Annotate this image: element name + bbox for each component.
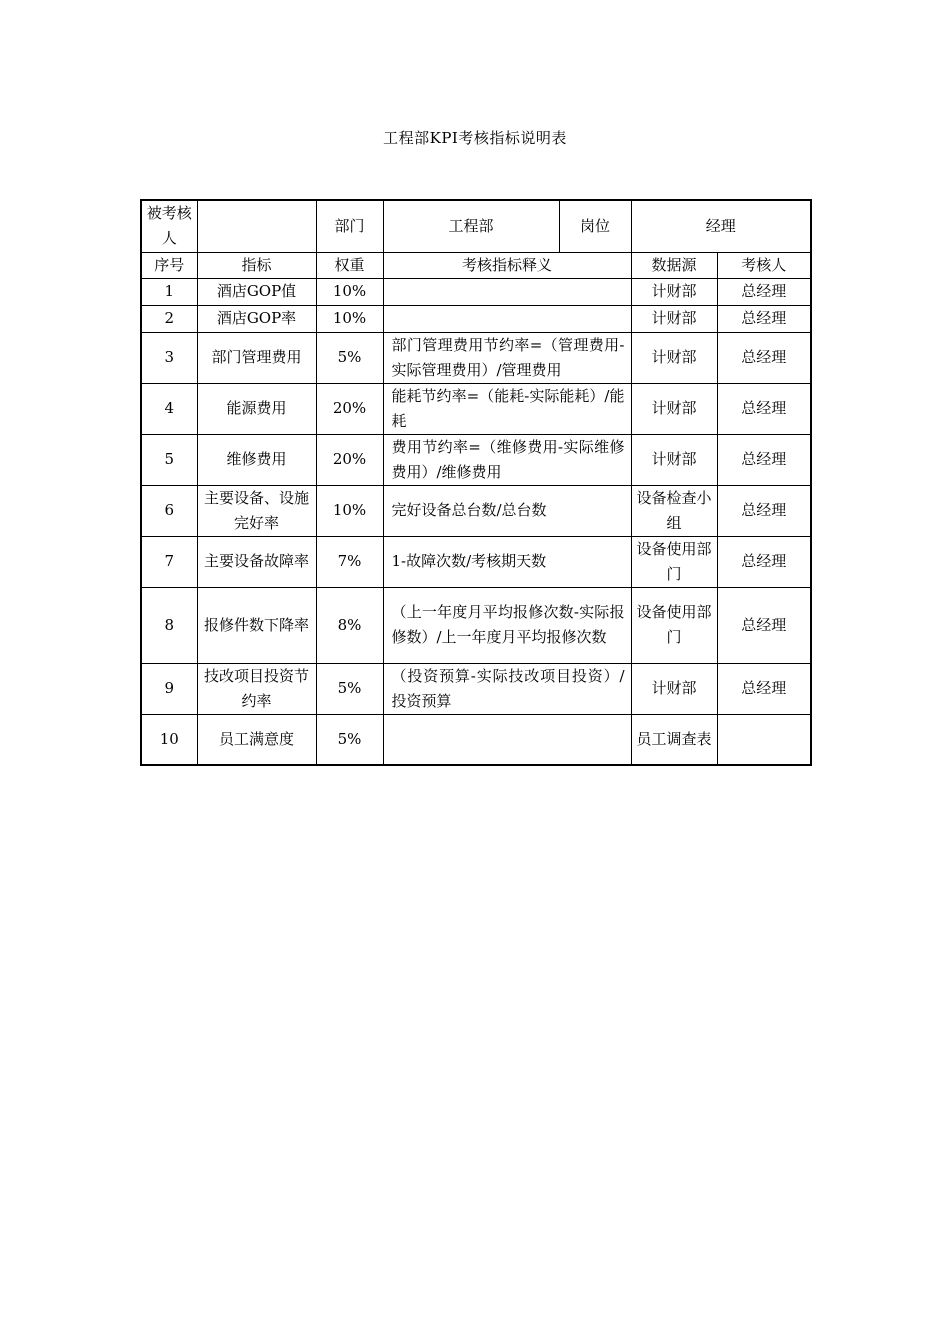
table-row <box>141 587 811 663</box>
row-source: 计财部 <box>631 332 717 383</box>
examinee-label: 被考核人 <box>141 200 197 252</box>
header-info-row <box>141 200 811 252</box>
row-indicator: 报修件数下降率 <box>197 587 316 663</box>
row-no: 10 <box>141 714 197 765</box>
row-source: 设备检查小组 <box>631 485 717 536</box>
row-assessor: 总经理 <box>717 663 811 714</box>
row-weight: 5% <box>316 332 383 383</box>
row-no: 2 <box>141 305 197 332</box>
post-value: 经理 <box>631 200 811 252</box>
document-title: 工程部KPI考核指标说明表 <box>383 129 567 147</box>
row-weight: 8% <box>316 587 383 663</box>
table-row <box>141 305 811 332</box>
row-weight: 5% <box>316 663 383 714</box>
table-row <box>141 332 811 383</box>
row-source: 计财部 <box>631 383 717 434</box>
row-no: 8 <box>141 587 197 663</box>
row-assessor: 总经理 <box>717 536 811 587</box>
row-assessor: 总经理 <box>717 278 811 305</box>
row-indicator: 维修费用 <box>197 434 316 485</box>
dept-value: 工程部 <box>383 200 559 252</box>
col-header-explanation: 考核指标释义 <box>383 252 631 278</box>
row-weight: 5% <box>316 714 383 765</box>
row-explanation: 完好设备总台数/总台数 <box>383 485 631 536</box>
row-explanation: 能耗节约率=（能耗-实际能耗）/能耗 <box>383 383 631 434</box>
row-no: 6 <box>141 485 197 536</box>
col-header-assessor: 考核人 <box>717 252 811 278</box>
row-source: 设备使用部门 <box>631 587 717 663</box>
row-indicator: 员工满意度 <box>197 714 316 765</box>
row-no: 3 <box>141 332 197 383</box>
row-explanation: 1-故障次数/考核期天数 <box>383 536 631 587</box>
table-row <box>141 434 811 485</box>
row-weight: 10% <box>316 305 383 332</box>
col-header-source: 数据源 <box>631 252 717 278</box>
dept-label: 部门 <box>316 200 383 252</box>
col-header-weight: 权重 <box>316 252 383 278</box>
row-no: 9 <box>141 663 197 714</box>
row-assessor: 总经理 <box>717 485 811 536</box>
row-source: 计财部 <box>631 278 717 305</box>
table-row <box>141 383 811 434</box>
table-row <box>141 714 811 765</box>
row-assessor: 总经理 <box>717 587 811 663</box>
examinee-value <box>197 200 316 252</box>
table-row <box>141 663 811 714</box>
row-indicator: 主要设备、设施完好率 <box>197 485 316 536</box>
row-source: 员工调查表 <box>631 714 717 765</box>
row-weight: 20% <box>316 434 383 485</box>
row-indicator: 主要设备故障率 <box>197 536 316 587</box>
row-indicator: 能源费用 <box>197 383 316 434</box>
row-source: 设备使用部门 <box>631 536 717 587</box>
col-header-indicator: 指标 <box>197 252 316 278</box>
row-weight: 7% <box>316 536 383 587</box>
row-indicator: 部门管理费用 <box>197 332 316 383</box>
row-source: 计财部 <box>631 434 717 485</box>
row-explanation <box>383 305 631 332</box>
row-source: 计财部 <box>631 663 717 714</box>
row-no: 7 <box>141 536 197 587</box>
row-explanation: （投资预算-实际技改项目投资）/投资预算 <box>383 663 631 714</box>
row-assessor: 总经理 <box>717 305 811 332</box>
row-explanation: （上一年度月平均报修次数-实际报修数）/上一年度月平均报修次数 <box>383 587 631 663</box>
column-header-row <box>141 252 811 278</box>
row-weight: 10% <box>316 278 383 305</box>
row-explanation <box>383 714 631 765</box>
row-indicator: 技改项目投资节约率 <box>197 663 316 714</box>
row-no: 5 <box>141 434 197 485</box>
row-assessor: 总经理 <box>717 434 811 485</box>
row-assessor: 总经理 <box>717 383 811 434</box>
row-assessor: 总经理 <box>717 332 811 383</box>
row-no: 4 <box>141 383 197 434</box>
row-indicator: 酒店GOP值 <box>197 278 316 305</box>
table-row <box>141 485 811 536</box>
row-explanation: 费用节约率=（维修费用-实际维修费用）/维修费用 <box>383 434 631 485</box>
row-indicator: 酒店GOP率 <box>197 305 316 332</box>
table-row <box>141 536 811 587</box>
row-explanation <box>383 278 631 305</box>
row-no: 1 <box>141 278 197 305</box>
row-weight: 10% <box>316 485 383 536</box>
kpi-table <box>140 199 812 766</box>
row-weight: 20% <box>316 383 383 434</box>
row-explanation: 部门管理费用节约率=（管理费用-实际管理费用）/管理费用 <box>383 332 631 383</box>
row-assessor <box>717 714 811 765</box>
post-label: 岗位 <box>559 200 631 252</box>
col-header-no: 序号 <box>141 252 197 278</box>
table-row <box>141 278 811 305</box>
row-source: 计财部 <box>631 305 717 332</box>
